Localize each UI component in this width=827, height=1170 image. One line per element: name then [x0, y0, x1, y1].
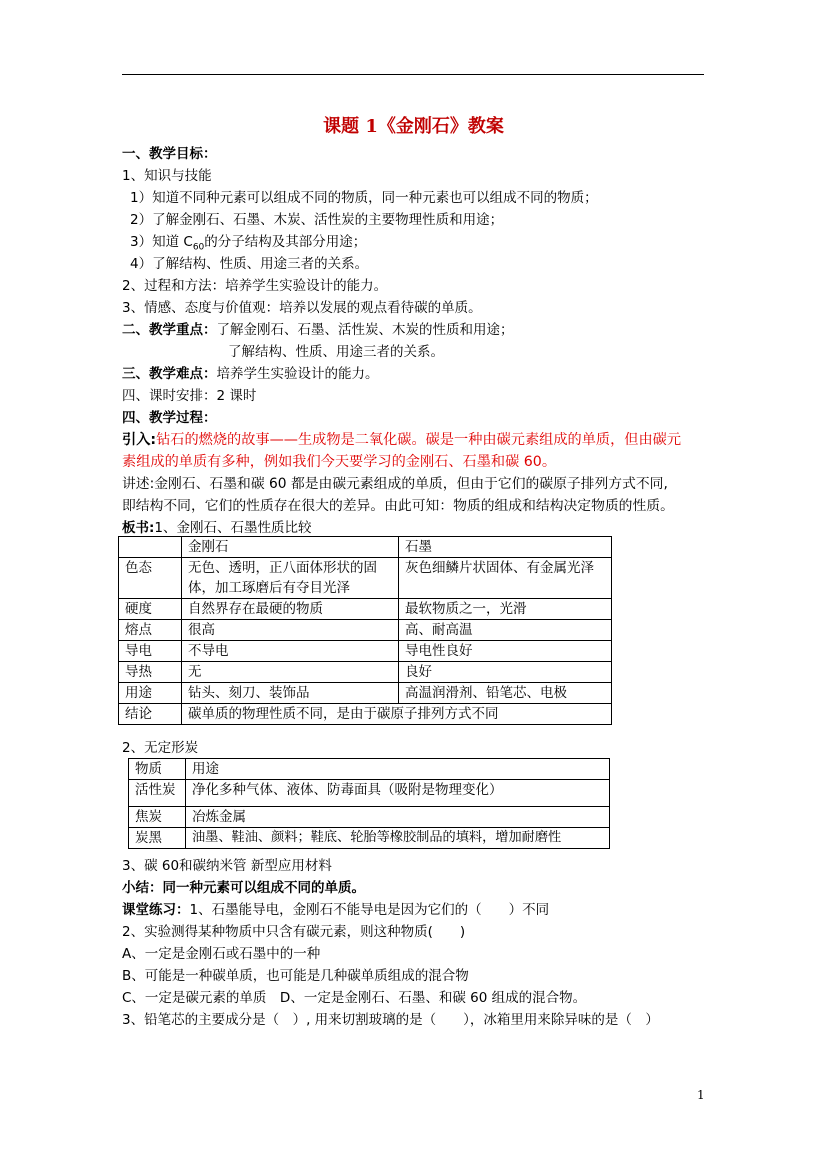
- key-points-a: 了解金刚石、石墨、活性炭、木炭的性质和用途；: [216, 322, 514, 338]
- difficulty-label: 三、教学难点：: [122, 366, 217, 382]
- section-key-points: [122, 320, 514, 340]
- table-row: [129, 828, 610, 849]
- key-points-b: 了解结构、性质、用途三者的关系。: [228, 344, 444, 360]
- page-title: 课题 1《金刚石》教案: [323, 116, 504, 137]
- table-cell: 自然界存在最硬的物质: [182, 599, 399, 620]
- board-line: [122, 518, 312, 538]
- exercise-1-text: 1、石墨能导电，金刚石不能导电是因为它们的（ ）不同: [189, 902, 550, 918]
- objective-3-sub: 60: [192, 242, 205, 253]
- intro-line-2: 素组成的单质有多种，例如我们今天要学习的金刚石、石墨和碳 60。: [122, 454, 557, 470]
- objective-1: 1）知道不同种元素可以组成不同的物质，同一种元素也可以组成不同的物质；: [130, 190, 598, 206]
- table-cell: 碳单质的物理性质不同，是由于碳原子排列方式不同: [182, 704, 612, 725]
- header-rule: [122, 74, 704, 75]
- comparison-table: [118, 536, 612, 725]
- table-row: [119, 641, 612, 662]
- table-cell: 油墨、鞋油、颜料；鞋底、轮胎等橡胶制品的填料，增加耐磨性: [186, 828, 610, 849]
- table-cell: 钻头、刻刀、装饰品: [182, 683, 399, 704]
- exercise-2-option-cd: C、一定是碳元素的单质 D、一定是金刚石、石墨、和碳 60 组成的混合物。: [122, 990, 587, 1006]
- cell-line: 体，加工琢磨后有夺目光泽: [188, 580, 350, 596]
- table-cell: 炭黑: [129, 828, 186, 849]
- table-cell: 很高: [182, 620, 399, 641]
- table-cell: 色态: [119, 558, 182, 599]
- table-cell: 导电性良好: [399, 641, 612, 662]
- table-row: [119, 620, 612, 641]
- c60-heading: 3、碳 60和碳纳米管 新型应用材料: [122, 858, 332, 874]
- lecture-line-1: 讲述:金刚石、石墨和碳 60 都是由碳元素组成的单质，但由于它们的碳原子排列方式不同,: [122, 476, 668, 492]
- table-cell: 物质: [129, 759, 186, 780]
- table-cell: [119, 537, 182, 558]
- section-process: 四、教学过程：: [122, 410, 217, 426]
- table-cell: 导电: [119, 641, 182, 662]
- table-row: [119, 662, 612, 683]
- objective-knowledge: 1、知识与技能: [122, 168, 212, 184]
- board-label: 板书:: [122, 520, 155, 536]
- table-cell: 最软物质之一，光滑: [399, 599, 612, 620]
- table-cell: 净化多种气体、液体、防毒面具（吸附是物理变化）: [186, 780, 610, 807]
- section-difficulty: [122, 364, 379, 384]
- table-cell: 良好: [399, 662, 612, 683]
- exercise-2-option-b: B、可能是一种碳单质，也可能是几种碳单质组成的混合物: [122, 968, 469, 984]
- table-cell: [182, 558, 399, 599]
- table-cell: 用途: [186, 759, 610, 780]
- objective-3-post: 的分子结构及其部分用途；: [204, 234, 367, 250]
- table-row: [119, 704, 612, 725]
- table-cell: 灰色细鳞片状固体、有金属光泽: [399, 558, 612, 599]
- objective-2: 2）了解金刚石、石墨、木炭、活性炭的主要物理性质和用途；: [130, 212, 504, 228]
- objective-3-pre: 3）知道 C: [130, 234, 193, 250]
- table-row: [119, 683, 612, 704]
- table-cell: 不导电: [182, 641, 399, 662]
- objective-attitude: 3、情感、态度与价值观：培养以发展的观点看待碳的单质。: [122, 300, 482, 316]
- summary: 小结：同一种元素可以组成不同的单质。: [122, 880, 365, 896]
- key-points-label: 二、教学重点：: [122, 322, 217, 338]
- exercise-label: 课堂练习：: [122, 902, 190, 918]
- table-cell: 冶炼金属: [186, 807, 610, 828]
- table-row: [119, 558, 612, 599]
- exercise-2-option-a: A、一定是金刚石或石墨中的一种: [122, 946, 321, 962]
- table-cell: 用途: [119, 683, 182, 704]
- table-row: [129, 780, 610, 807]
- cell-line: 无色、透明，正八面体形状的固: [188, 560, 377, 576]
- objective-4: 4）了解结构、性质、用途三者的关系。: [130, 256, 369, 272]
- intro-label: 引入:: [122, 432, 157, 448]
- table-cell: 高、耐高温: [399, 620, 612, 641]
- table-cell: 金刚石: [182, 537, 399, 558]
- table-cell: 导热: [119, 662, 182, 683]
- table-cell: 焦炭: [129, 807, 186, 828]
- table-cell: 硬度: [119, 599, 182, 620]
- objective-process: 2、过程和方法：培养学生实验设计的能力。: [122, 278, 388, 294]
- table-cell: 活性炭: [129, 780, 186, 807]
- table-row: [119, 599, 612, 620]
- difficulty-text: 培养学生实验设计的能力。: [216, 366, 379, 382]
- exercise-3: 3、铅笔芯的主要成分是（ ）, 用来切割玻璃的是（ ），冰箱里用来除异味的是（ ）: [122, 1012, 659, 1028]
- amorphous-heading: 2、无定形炭: [122, 740, 199, 756]
- table-cell: 熔点: [119, 620, 182, 641]
- table-cell: 石墨: [399, 537, 612, 558]
- table-row: [119, 537, 612, 558]
- table-cell: 高温润滑剂、铅笔芯、电极: [399, 683, 612, 704]
- table-row: [129, 759, 610, 780]
- amorphous-table: [128, 758, 610, 849]
- exercise-1: [122, 900, 549, 920]
- table-row: [129, 807, 610, 828]
- table-cell: 结论: [119, 704, 182, 725]
- lecture-line-2: 即结构不同，它们的性质存在很大的差异。由此可知：物质的组成和结构决定物质的性质。: [122, 498, 674, 514]
- board-text: 1、金刚石、石墨性质比较: [154, 520, 312, 536]
- table-cell: 无: [182, 662, 399, 683]
- section-schedule: 四、课时安排：2 课时: [122, 388, 257, 404]
- page-number: 1: [697, 1088, 705, 1102]
- intro-line-1: [122, 430, 681, 450]
- intro-text-1: 钻石的燃烧的故事——生成物是二氧化碳。碳是一种由碳元素组成的单质，但由碳元: [156, 432, 682, 448]
- section-objectives-heading: 一、教学目标：: [122, 146, 217, 162]
- exercise-2: 2、实验测得某种物质中只含有碳元素，则这种物质( ): [122, 924, 466, 940]
